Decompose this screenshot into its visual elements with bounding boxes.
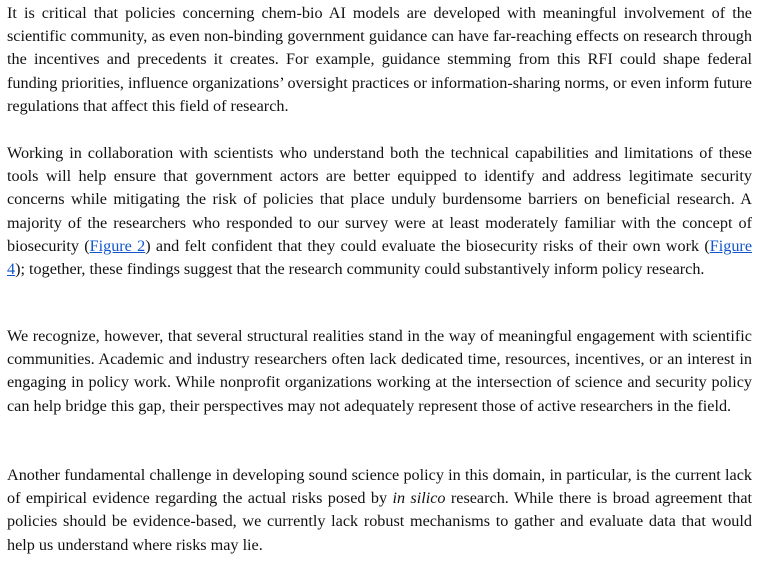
- paragraph-1: It is critical that policies concerning chem-bio AI models are developed with meaningful involvement of the scientific community, as even non-binding government guidance can have far-reaching effects on research through the incentives and precedents it creates. For example, guidance stemming from this RFI could shape federal funding priorities, influence organizations’ oversight practices or information-sharing norms, or even inform future regulations that affect this field of research.: [7, 4, 752, 115]
- paragraph-2-text-b: ) and felt confident that they could evaluate the biosecurity risks of their own work (: [145, 236, 710, 255]
- figure-4-link[interactable]: Figure 4: [7, 236, 752, 279]
- paragraph-2-text-c: ); together, these findings suggest that the research community could substantively inform policy research.: [15, 260, 705, 279]
- paragraph-4-text-b: research. While there is broad agreement that policies should be evidence-based, we currently lack robust mechanisms to gather and evaluate data that would help us understand where risks may lie.: [7, 489, 753, 554]
- paragraph-2-text-a: Working in collaboration with scientists who understand both the technical capabilities and limitations of these tools will help ensure that government actors are better equipped to identify and address legitimate security concerns while mitigating the risk of policies that place unduly burdensome barriers on beneficial research. A majority of the researchers who responded to our survey were at least moderately familiar with the concept of biosecurity (: [7, 144, 752, 255]
- figure-2-link[interactable]: Figure 2: [89, 236, 146, 255]
- paragraph-4: [7, 464, 752, 557]
- paragraph-2: [7, 142, 752, 281]
- paragraph-4-text-a: Another fundamental challenge in developing sound science policy in this domain, in particular, is the current lack of empirical evidence regarding the actual risks posed by: [7, 466, 752, 508]
- in-silico-italic: in silico: [392, 489, 446, 508]
- paragraph-3: We recognize, however, that several structural realities stand in the way of meaningful engagement with scientific communities. Academic and industry researchers often lack dedicated time, resources, incentives, or an interest in engaging in policy work. While nonprofit organizations working at the intersection of science and security policy can help bridge this gap, their perspectives may not adequately represent those of active researchers in the field.: [7, 327, 752, 415]
